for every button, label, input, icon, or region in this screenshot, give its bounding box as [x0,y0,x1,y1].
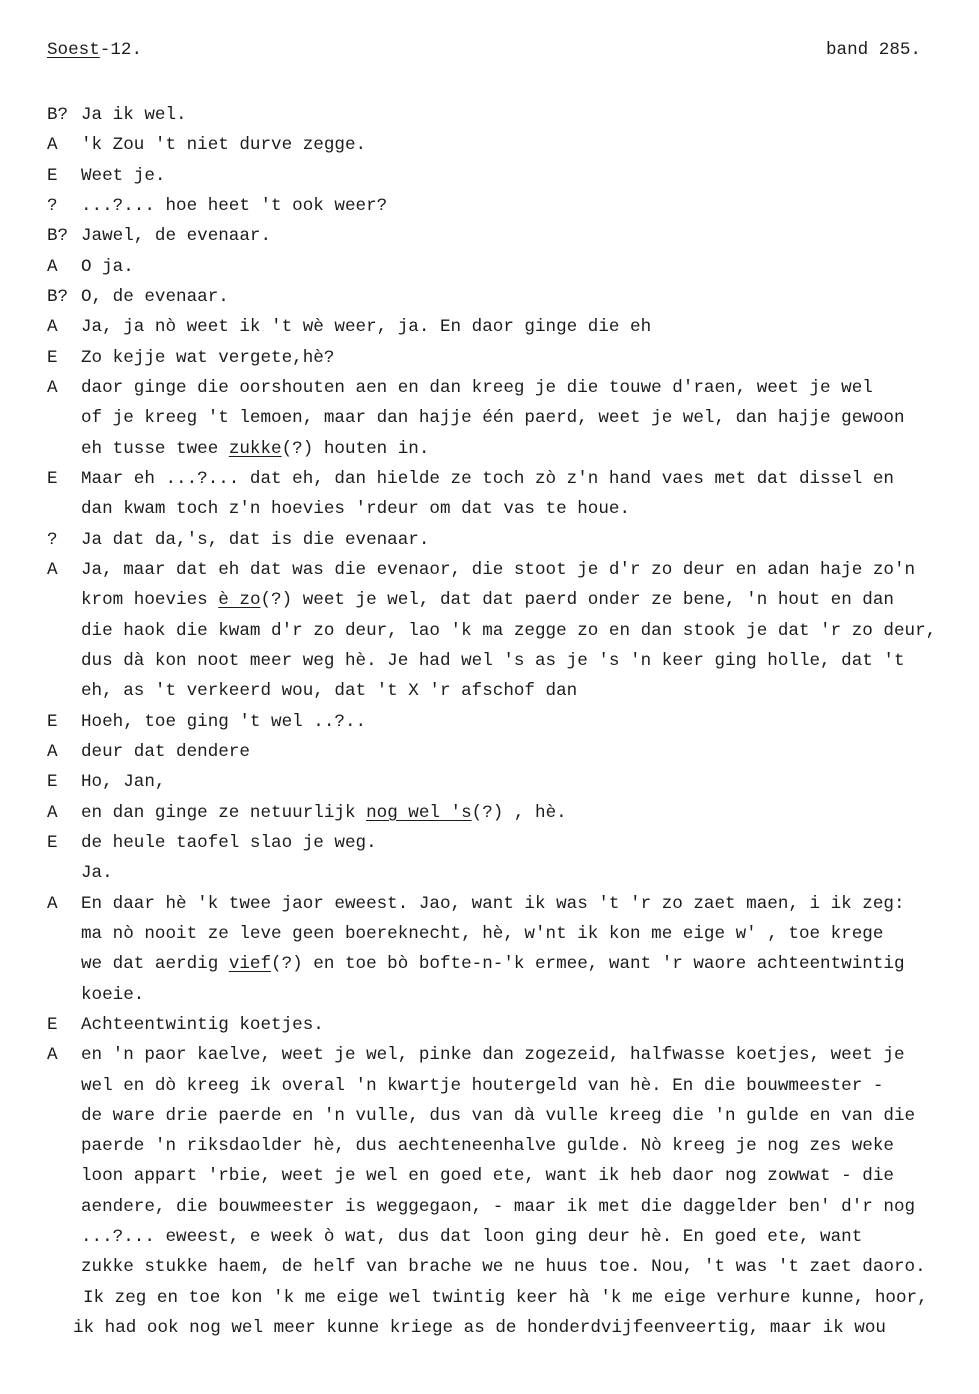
text-segment: (?) weet je wel, dat dat paerd onder ze bene, 'n hout en dan [260,590,894,611]
text-segment: eh, as 't verkeerd wou, dat 't X 'r afschof dan [81,681,578,702]
speaker-label: ? [47,529,58,550]
transcript-line [47,585,947,615]
text-segment: krom hoevies [81,590,219,611]
speaker-label: A [47,317,58,338]
text-segment: ik had ook nog wel meer kunne kriege as de honderdvijfeenveertig, maar ik wou [73,1318,886,1339]
speaker-label [47,980,81,1010]
utterance-text [81,100,187,130]
speaker-label [47,1252,81,1282]
text-segment: Ja ik wel. [81,105,187,125]
speaker-label: E [47,1014,58,1035]
transcript-line [47,161,947,191]
transcript-line [47,1101,947,1131]
text-segment: (?) , hè. [471,802,567,823]
document-id [47,35,142,65]
transcript-line [47,1071,947,1101]
utterance-text [81,252,134,282]
text-segment: koeie. [81,984,145,1005]
text-segment: die haok die kwam d'r zo deur, lao 'k ma zegge zo en dan stook je dat 'r zo deur, [81,620,937,641]
speaker-label [47,494,81,524]
text-segment: Ja, maar dat eh dat was die evenaor, die stoot je d'r zo deur en adan haje zo'n [81,559,916,580]
utterance-text [81,494,630,524]
text-segment: Ja. [81,863,113,884]
transcript-line [47,737,947,767]
utterance-text [81,161,165,191]
utterance-text [81,798,567,828]
transcript-line [47,919,947,949]
text-segment: Weet je. [81,165,166,186]
speaker-label [47,919,81,949]
text-segment: Ja, ja nò weet ik 't wè weer, ja. En daor ginge die eh [81,317,652,338]
utterance-text [81,1131,894,1161]
text-segment: zukke stukke haem, de helf van brache we ne huus toe. Nou, 't was 't zaet daoro. [81,1257,926,1278]
text-segment: O ja. [81,256,134,277]
text-segment: de heule taofel slao je weg. [81,832,377,853]
utterance-text [81,434,429,464]
text-segment: dus dà kon noot meer weg hè. Je had wel 's as je 's 'n keer ging holle, dat 't [81,650,905,671]
text-segment: Maar eh ...?... dat eh, dan hielde ze toch zò z'n hand vaes met dat dissel en [81,468,894,489]
speaker-label: B? [47,105,69,125]
text-segment: (?) en toe bò bofte-n-'k ermee, want 'r waore achteentwintig [271,954,905,975]
speaker-label [47,1131,81,1161]
utterance-text [81,585,894,615]
speaker-label: A [47,802,58,823]
speaker-label: ? [47,195,58,216]
utterance-text [81,1192,915,1222]
transcript-line [47,494,947,524]
utterance-text [81,646,905,676]
speaker-label: B? [47,286,69,307]
transcript-line [47,1222,947,1252]
speaker-label [47,646,81,676]
transcript-line [47,707,947,737]
transcript-line [47,373,947,403]
transcript-line [47,980,947,1010]
utterance-text [81,1101,915,1131]
speaker-label: E [47,711,58,732]
text-segment: paerde 'n riksdaolder hè, dus aechteneenhalve gulde. Nò kreeg je nog zes weke [81,1136,894,1157]
transcript-line [47,676,947,706]
utterance-text [81,676,577,706]
utterance-text [81,767,165,797]
underlined-uncertain-word: vief [228,954,272,975]
text-segment: ...?... eweest, e week ò wat, dus dat loon ging deur hè. En goed ete, want [81,1227,863,1248]
text-segment: Ja dat da,'s, dat is die evenaar. [81,529,430,550]
utterance-text [81,464,894,494]
transcript-line [47,1161,947,1191]
speaker-label: A [47,256,58,277]
utterance-text [81,1040,905,1070]
text-segment: ma nò nooit ze leve geen boereknecht, hè, w'nt ik kon me eige w' , toe krege [81,923,884,944]
transcript-line [47,525,947,555]
transcript-line [47,403,947,433]
text-segment: Ho, Jan, [81,772,166,793]
speaker-label [47,1283,81,1313]
transcript-line [47,1010,947,1040]
transcript-line [47,343,947,373]
tape-number: band 285. [825,40,921,60]
text-segment: Ik zeg en toe kon 'k me eige wel twintig keer hà 'k me eige verhure kunne, hoor, [83,1287,928,1308]
utterance-text [81,1222,862,1252]
transcript-line [47,130,947,160]
utterance-text [81,1071,883,1101]
utterance-text [81,980,144,1010]
transcript-line [47,100,947,130]
utterance-text [81,889,905,919]
utterance-text [81,555,915,585]
transcript-line [47,252,947,282]
text-segment: (?) houten in. [281,438,430,459]
page-header [47,35,921,65]
utterance-text [81,1010,324,1040]
speaker-label [47,858,81,888]
utterance-text [81,525,429,555]
speaker-label: A [47,741,58,762]
speaker-label [47,616,81,646]
utterance-text [81,707,366,737]
location-name: Soest [47,40,100,60]
text-segment: wel en dò kreeg ik overal 'n kwartje houtergeld van hè. En die bouwmeester - [81,1075,884,1096]
speaker-label: E [47,165,58,186]
transcript-line [47,616,947,646]
utterance-text [81,858,113,888]
utterance-text [81,221,271,251]
speaker-label: A [47,893,58,914]
transcript-line [47,646,947,676]
text-segment: O, de evenaar. [81,286,229,307]
transcript-line [47,1313,947,1343]
speaker-label [47,434,81,464]
text-segment: Jawel, de evenaar. [81,226,272,247]
transcript-line [47,221,947,251]
underlined-uncertain-word: zukke [228,438,282,459]
text-segment: of je kreeg 't lemoen, maar dan hajje één paerd, weet je wel, dan hajje gewoon [81,408,905,429]
utterance-text [81,1161,894,1191]
utterance-text [81,616,936,646]
speaker-label [47,585,81,615]
text-segment: Hoeh, toe ging 't wel ..?.. [81,711,367,732]
transcript-line [47,555,947,585]
transcript-body [47,100,947,1343]
utterance-text [81,828,377,858]
speaker-label: E [47,772,58,793]
speaker-label [47,403,81,433]
text-segment: dan kwam toch z'n hoevies 'rdeur om dat vas te houe. [81,499,631,520]
transcript-line [47,858,947,888]
speaker-label: A [47,135,58,156]
utterance-text [81,191,387,221]
transcript-line [47,434,947,464]
text-segment: en dan ginge ze netuurlijk [81,802,367,823]
utterance-text [81,949,905,979]
utterance-text [81,312,651,342]
transcript-line [47,1192,947,1222]
transcript-line [47,464,947,494]
utterance-text [81,403,905,433]
utterance-text [83,1283,928,1313]
underlined-uncertain-word: nog wel 's [366,802,472,823]
speaker-label [47,1192,81,1222]
utterance-text [81,1252,926,1282]
speaker-label: A [47,1045,58,1066]
transcript-line [47,798,947,828]
speaker-label: E [47,832,58,853]
utterance-text [81,373,873,403]
utterance-text [81,737,250,767]
transcript-line [47,1131,947,1161]
text-segment: de ware drie paerde en 'n vulle, dus van dà vulle kreeg die 'n gulde en van die [81,1105,916,1126]
utterance-text [81,343,334,373]
speaker-label [47,1161,81,1191]
text-segment: ...?... hoe heet 't ook weer? [81,195,388,216]
transcript-line [47,191,947,221]
utterance-text [73,1313,886,1343]
transcript-line [47,1283,947,1313]
transcript-line [47,312,947,342]
text-segment: en 'n paor kaelve, weet je wel, pinke dan zogezeid, halfwasse koetjes, weet je [81,1045,905,1066]
text-segment: Achteentwintig koetjes. [81,1014,324,1035]
transcript-line [47,282,947,312]
transcript-line [47,767,947,797]
text-segment: aendere, die bouwmeester is weggegaon, - maar ik met die daggelder ben' d'r nog [81,1196,916,1217]
text-segment: 'k Zou 't niet durve zegge. [81,135,367,156]
document-number: -12. [99,40,143,60]
utterance-text [81,282,229,312]
speaker-label [47,1222,81,1252]
speaker-label [47,1101,81,1131]
transcript-line [47,1252,947,1282]
utterance-text [81,919,883,949]
text-segment: loon appart 'rbie, weet je wel en goed ete, want ik heb daor nog zowwat - die [81,1166,894,1187]
text-segment: eh tusse twee [81,438,229,459]
text-segment: Zo kejje wat vergete,hè? [81,347,335,368]
speaker-label [47,1071,81,1101]
text-segment: deur dat dendere [81,741,250,762]
speaker-label [47,676,81,706]
text-segment: we dat aerdig [81,954,229,975]
transcript-line [47,949,947,979]
text-segment: daor ginge die oorshouten aen en dan kreeg je die touwe d'raen, weet je wel [81,377,873,398]
transcript-line [47,889,947,919]
speaker-label: B? [47,226,69,247]
transcript-line [47,828,947,858]
speaker-label: A [47,377,58,398]
transcript-line [47,1040,947,1070]
underlined-uncertain-word: è zo [218,590,261,611]
text-segment: En daar hè 'k twee jaor eweest. Jao, want ik was 't 'r zo zaet maen, i ik zeg: [81,893,905,914]
utterance-text [81,130,366,160]
speaker-label [47,949,81,979]
speaker-label: A [47,559,58,580]
speaker-label: E [47,347,58,368]
speaker-label: E [47,468,58,489]
